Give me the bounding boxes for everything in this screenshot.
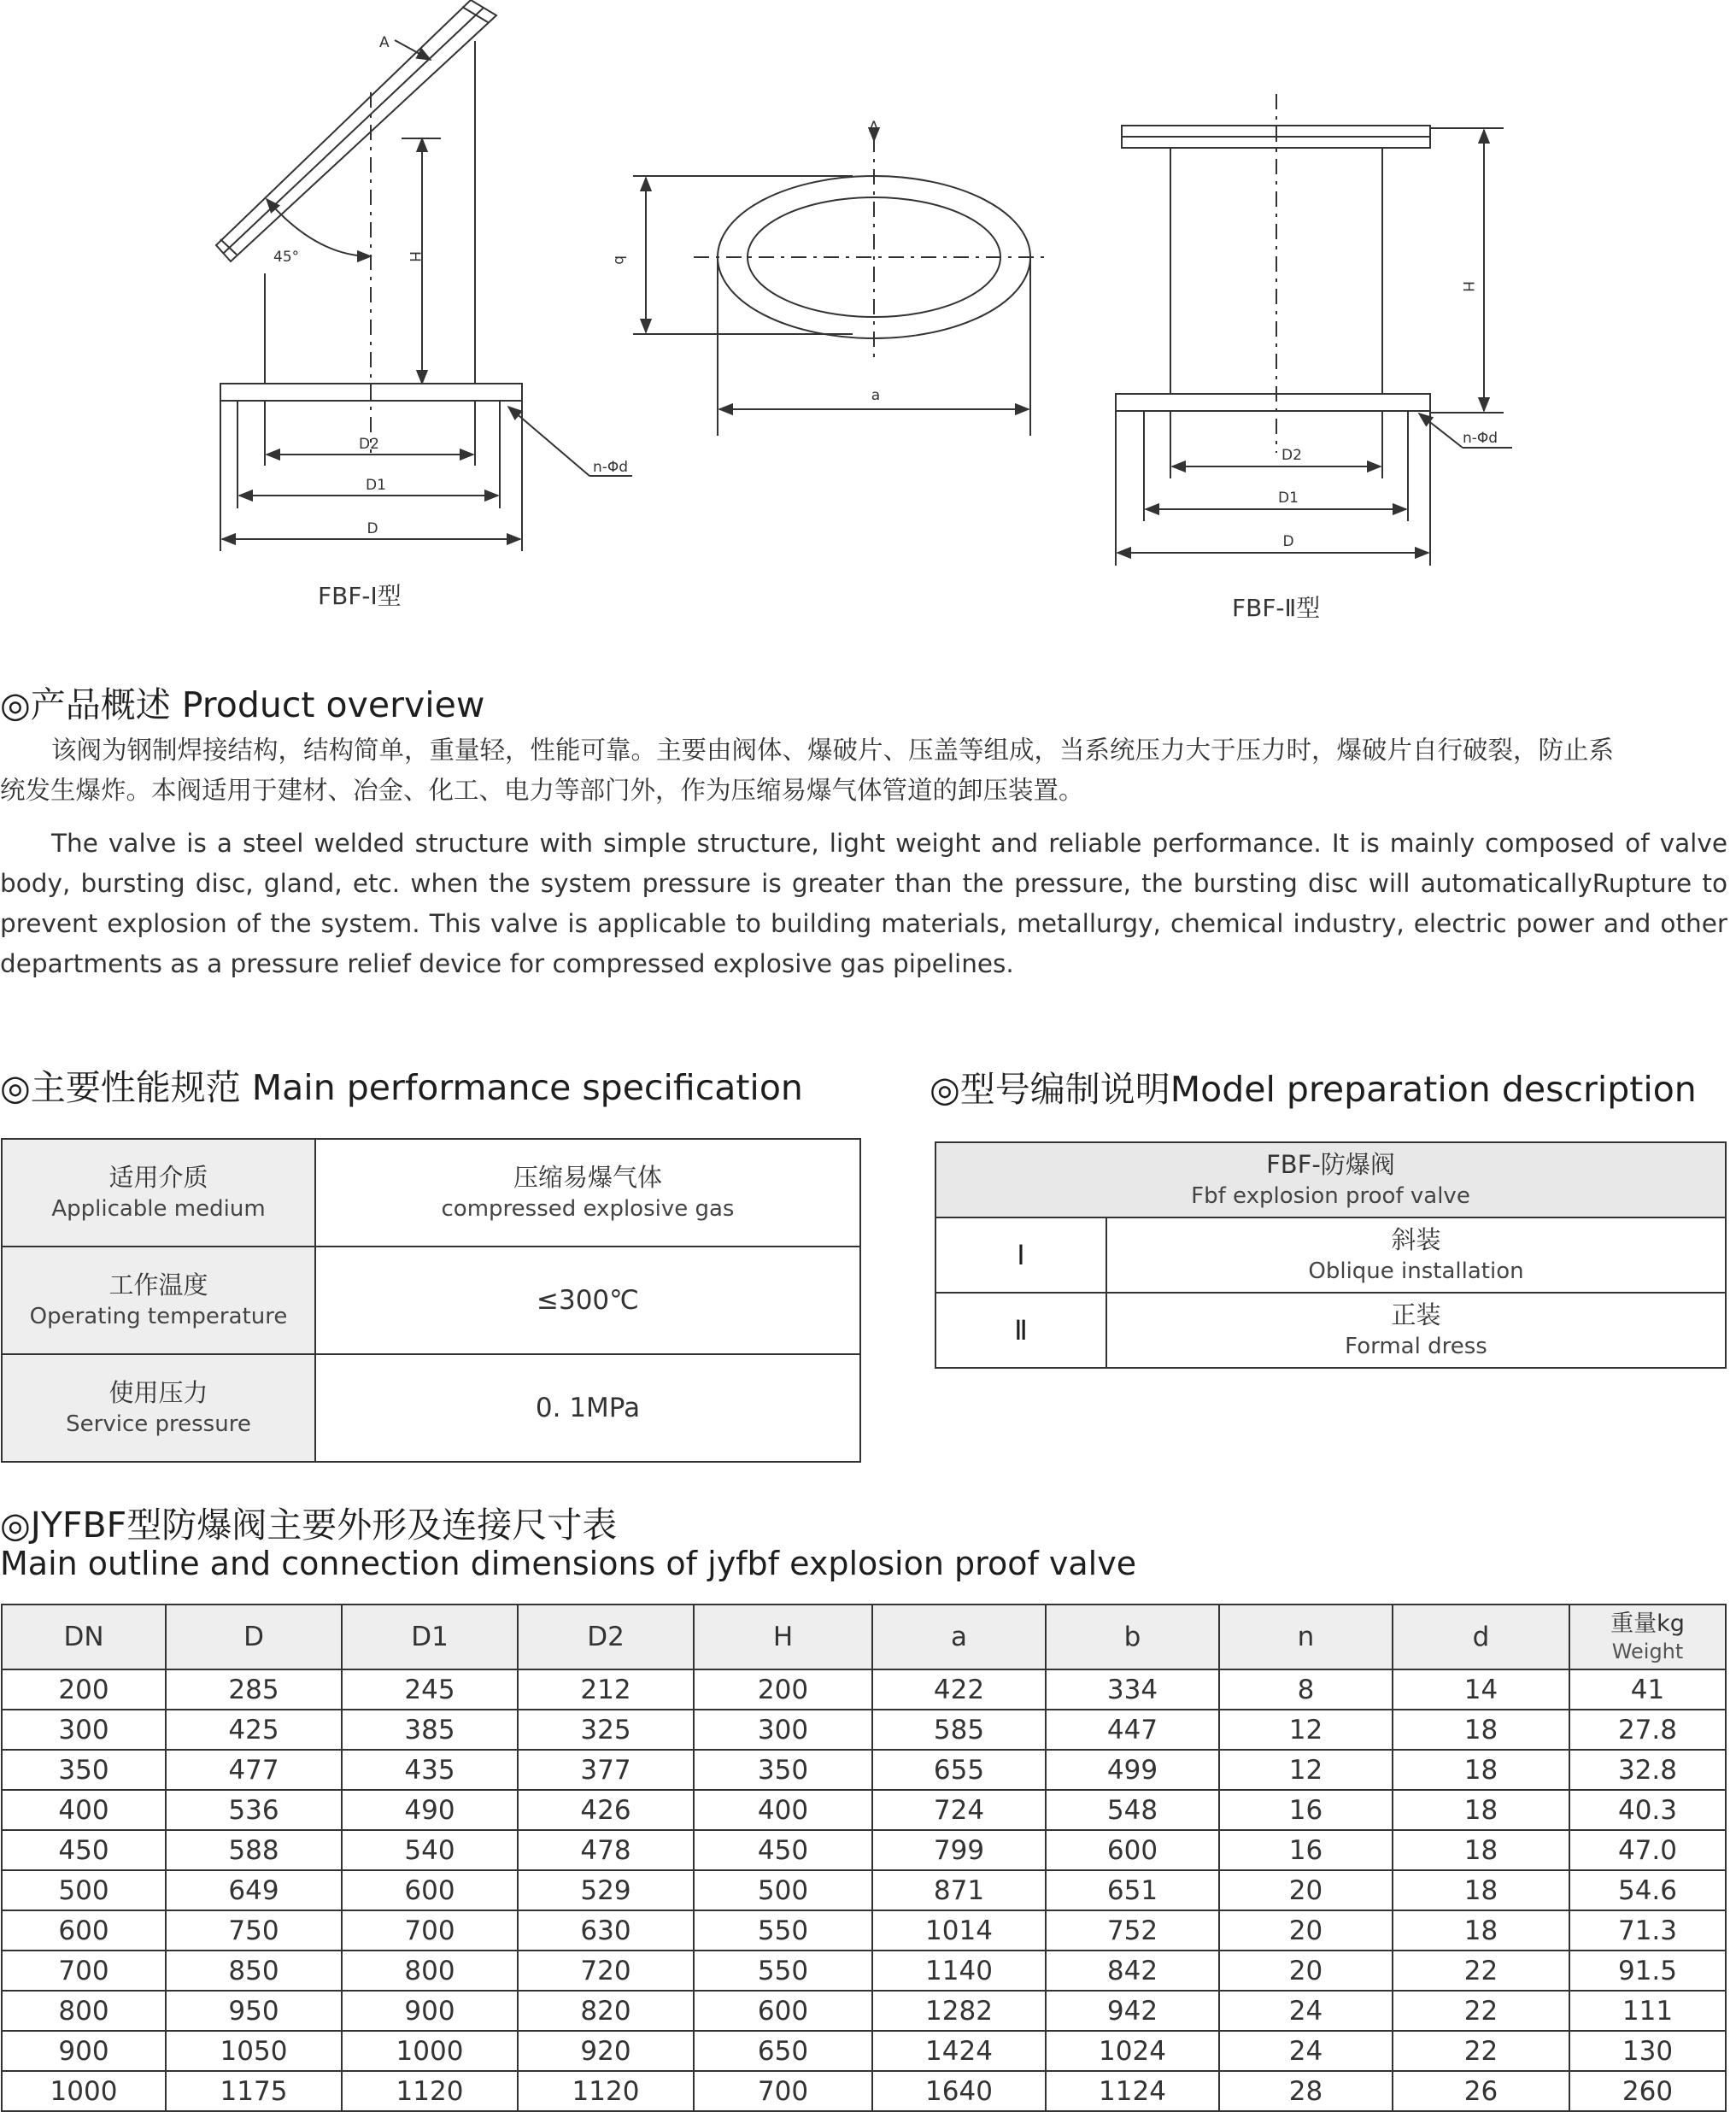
table-cell: 26 bbox=[1393, 2071, 1569, 2111]
table-cell: 350 bbox=[2, 1750, 166, 1790]
overview-cn-line2: 统发生爆炸。本阀适用于建材、冶金、化工、电力等部门外，作为压缩易爆气体管道的卸压装置。 bbox=[0, 776, 1084, 805]
table-cell: 245 bbox=[342, 1669, 518, 1710]
table-cell: 14 bbox=[1393, 1669, 1569, 1710]
table-cell: 22 bbox=[1393, 1951, 1569, 1991]
table-cell: 20 bbox=[1219, 1951, 1393, 1991]
spec-label-cell bbox=[2, 1354, 315, 1462]
table-cell: 400 bbox=[694, 1790, 872, 1830]
table-row bbox=[2, 2071, 1726, 2111]
table-cell: 28 bbox=[1219, 2071, 1393, 2111]
table-cell: 32.8 bbox=[1569, 1750, 1726, 1790]
table-cell: 377 bbox=[518, 1750, 694, 1790]
dimensions-header-row bbox=[2, 1605, 1726, 1669]
table-cell: 22 bbox=[1393, 2031, 1569, 2071]
table-cell: 490 bbox=[342, 1790, 518, 1830]
table-cell: 24 bbox=[1219, 2031, 1393, 2071]
model-desc-en: Formal dress bbox=[1345, 1334, 1487, 1359]
fbf1-label-d2: D2 bbox=[359, 436, 379, 453]
fbf1-label-a: A bbox=[379, 34, 390, 51]
table-cell: 942 bbox=[1046, 1991, 1219, 2031]
model-code: Ⅱ bbox=[935, 1293, 1106, 1368]
spec-value: 0. 1MPa bbox=[535, 1393, 641, 1423]
table-cell: 47.0 bbox=[1569, 1830, 1726, 1870]
table-cell: 71.3 bbox=[1569, 1910, 1726, 1951]
weight-header-cn: 重量kg bbox=[1610, 1610, 1685, 1637]
table-row bbox=[2, 1991, 1726, 2031]
spec-value-cell bbox=[315, 1354, 860, 1462]
dimensions-header-cell: d bbox=[1393, 1605, 1569, 1669]
table-cell: 600 bbox=[2, 1910, 166, 1951]
table-cell: 1640 bbox=[872, 2071, 1046, 2111]
table-cell: 1000 bbox=[342, 2031, 518, 2071]
table-cell: 529 bbox=[518, 1870, 694, 1910]
dimensions-header-cell: D2 bbox=[518, 1605, 694, 1669]
table-cell: 1120 bbox=[518, 2071, 694, 2111]
table-cell: 1050 bbox=[166, 2031, 342, 2071]
table-cell: 550 bbox=[694, 1910, 872, 1951]
fbf1-label-d: D bbox=[367, 520, 378, 537]
table-cell: 385 bbox=[342, 1710, 518, 1750]
table-cell: 600 bbox=[1046, 1830, 1219, 1870]
dimensions-table bbox=[1, 1604, 1727, 2112]
table-cell: 1120 bbox=[342, 2071, 518, 2111]
table-cell: 800 bbox=[2, 1991, 166, 2031]
table-cell: 752 bbox=[1046, 1910, 1219, 1951]
table-cell: 900 bbox=[2, 2031, 166, 2071]
table-cell: 536 bbox=[166, 1790, 342, 1830]
table-cell: 585 bbox=[872, 1710, 1046, 1750]
table-cell: 12 bbox=[1219, 1750, 1393, 1790]
spec-row bbox=[2, 1139, 860, 1247]
spec-label-cn: 使用压力 bbox=[108, 1378, 208, 1407]
fbf2-label-holes: n-Φd bbox=[1463, 430, 1498, 447]
dimensions-title-en: Main outline and connection dimensions of jyfbf explosion proof valve bbox=[0, 1545, 1137, 1582]
table-cell: 920 bbox=[518, 2031, 694, 2071]
model-desc-cn: 正装 bbox=[1391, 1300, 1441, 1329]
table-cell: 260 bbox=[1569, 2071, 1726, 2111]
table-cell: 27.8 bbox=[1569, 1710, 1726, 1750]
fbf2-label-h: H bbox=[1459, 281, 1476, 292]
table-cell: 1124 bbox=[1046, 2071, 1219, 2111]
table-cell: 477 bbox=[166, 1750, 342, 1790]
table-cell: 16 bbox=[1219, 1790, 1393, 1830]
model-header-cn: FBF-防爆阀 bbox=[1266, 1150, 1395, 1179]
weight-header-en: Weight bbox=[1611, 1640, 1684, 1663]
table-row bbox=[2, 1669, 1726, 1710]
fbf2-drawing bbox=[1116, 94, 1512, 566]
spec-value-en: compressed explosive gas bbox=[441, 1196, 735, 1222]
table-cell: 1000 bbox=[2, 2071, 166, 2111]
model-row bbox=[935, 1293, 1726, 1368]
table-cell: 212 bbox=[518, 1669, 694, 1710]
table-cell: 871 bbox=[872, 1870, 1046, 1910]
table-cell: 200 bbox=[694, 1669, 872, 1710]
table-cell: 500 bbox=[694, 1870, 872, 1910]
table-cell: 12 bbox=[1219, 1710, 1393, 1750]
table-cell: 18 bbox=[1393, 1750, 1569, 1790]
fbf1-label-angle: 45° bbox=[273, 249, 300, 266]
spec-label-cell bbox=[2, 1247, 315, 1354]
fbf2-label-d2: D2 bbox=[1281, 447, 1302, 464]
table-cell: 600 bbox=[342, 1870, 518, 1910]
table-cell: 950 bbox=[166, 1991, 342, 2031]
table-cell: 20 bbox=[1219, 1910, 1393, 1951]
model-desc-en: Oblique installation bbox=[1308, 1258, 1524, 1284]
table-cell: 111 bbox=[1569, 1991, 1726, 2031]
table-cell: 1140 bbox=[872, 1951, 1046, 1991]
table-cell: 16 bbox=[1219, 1830, 1393, 1870]
table-cell: 18 bbox=[1393, 1830, 1569, 1870]
table-cell: 200 bbox=[2, 1669, 166, 1710]
model-desc-cell bbox=[1106, 1217, 1726, 1293]
table-cell: 426 bbox=[518, 1790, 694, 1830]
fbf2-caption: FBF-Ⅱ型 bbox=[1232, 594, 1321, 622]
table-cell: 850 bbox=[166, 1951, 342, 1991]
table-cell: 18 bbox=[1393, 1910, 1569, 1951]
table-cell: 425 bbox=[166, 1710, 342, 1750]
table-cell: 478 bbox=[518, 1830, 694, 1870]
oval-label-a-top: A bbox=[869, 119, 879, 136]
spec-label-cn: 工作温度 bbox=[108, 1270, 208, 1299]
fbf1-label-d1: D1 bbox=[366, 477, 386, 494]
spec-row bbox=[2, 1247, 860, 1354]
fbf1-label-holes: n-Φd bbox=[593, 459, 629, 476]
table-cell: 499 bbox=[1046, 1750, 1219, 1790]
table-cell: 40.3 bbox=[1569, 1790, 1726, 1830]
table-row bbox=[2, 1750, 1726, 1790]
table-cell: 799 bbox=[872, 1830, 1046, 1870]
table-cell: 285 bbox=[166, 1669, 342, 1710]
table-cell: 447 bbox=[1046, 1710, 1219, 1750]
table-cell: 600 bbox=[694, 1991, 872, 2031]
dimensions-header-cell: H bbox=[694, 1605, 872, 1669]
table-cell: 655 bbox=[872, 1750, 1046, 1790]
model-table bbox=[935, 1141, 1727, 1369]
dimensions-header-cell: a bbox=[872, 1605, 1046, 1669]
table-cell: 91.5 bbox=[1569, 1951, 1726, 1991]
table-cell: 24 bbox=[1219, 1991, 1393, 2031]
table-cell: 900 bbox=[342, 1991, 518, 2031]
overview-title: ◎产品概述 Product overview bbox=[0, 684, 485, 725]
overview-en-body: The valve is a steel welded structure with simple structure, light weight and reliable performance. It is mainly composed of valve body, bursting disc, gland, etc. when the system pressure is greater than the pressure, the bursting disc will automaticallyRupture to prevent explosion of the system. This valve is applicable to building materials, metallurgy, chemical industry, electric power and other departments as a pressure relief device for compressed explosive gas pipelines. bbox=[0, 829, 1727, 978]
oval-drawing bbox=[633, 128, 1051, 436]
dimensions-title-cn: ◎JYFBF型防爆阀主要外形及连接尺寸表 bbox=[0, 1505, 618, 1546]
table-cell: 130 bbox=[1569, 2031, 1726, 2071]
table-cell: 750 bbox=[166, 1910, 342, 1951]
dimensions-body bbox=[2, 1669, 1726, 2111]
table-cell: 1175 bbox=[166, 2071, 342, 2111]
spec-value-cell bbox=[315, 1247, 860, 1354]
oval-label-a: a bbox=[871, 387, 881, 404]
table-cell: 724 bbox=[872, 1790, 1046, 1830]
table-cell: 842 bbox=[1046, 1951, 1219, 1991]
table-cell: 22 bbox=[1393, 1991, 1569, 2031]
table-cell: 450 bbox=[2, 1830, 166, 1870]
model-desc-cell bbox=[1106, 1293, 1726, 1368]
spec-label-en: Operating temperature bbox=[29, 1304, 288, 1329]
spec-label-en: Service pressure bbox=[66, 1411, 251, 1437]
model-header-en: Fbf explosion proof valve bbox=[1191, 1183, 1470, 1209]
spec-table bbox=[1, 1138, 861, 1463]
table-cell: 1424 bbox=[872, 2031, 1046, 2071]
table-cell: 700 bbox=[2, 1951, 166, 1991]
fbf2-label-d1: D1 bbox=[1278, 490, 1299, 507]
table-cell: 540 bbox=[342, 1830, 518, 1870]
table-cell: 700 bbox=[694, 2071, 872, 2111]
table-cell: 54.6 bbox=[1569, 1870, 1726, 1910]
model-title: ◎型号编制说明Model preparation description bbox=[930, 1069, 1697, 1110]
table-cell: 720 bbox=[518, 1951, 694, 1991]
oval-label-b: b bbox=[611, 255, 628, 265]
spec-label-cell bbox=[2, 1139, 315, 1247]
table-cell: 548 bbox=[1046, 1790, 1219, 1830]
table-cell: 41 bbox=[1569, 1669, 1726, 1710]
model-header-row bbox=[935, 1142, 1726, 1217]
table-cell: 422 bbox=[872, 1669, 1046, 1710]
model-row bbox=[935, 1217, 1726, 1293]
table-row bbox=[2, 1951, 1726, 1991]
table-cell: 18 bbox=[1393, 1710, 1569, 1750]
table-cell: 649 bbox=[166, 1870, 342, 1910]
spec-value-cn: 压缩易爆气体 bbox=[513, 1163, 662, 1192]
table-cell: 800 bbox=[342, 1951, 518, 1991]
table-cell: 325 bbox=[518, 1710, 694, 1750]
overview-cn-line1: 该阀为钢制焊接结构，结构简单，重量轻，性能可靠。主要由阀体、爆破片、压盖等组成，当系统压力大于压力时，爆破片自行破裂，防止系 bbox=[51, 736, 1615, 765]
spec-row bbox=[2, 1354, 860, 1462]
table-cell: 18 bbox=[1393, 1870, 1569, 1910]
table-cell: 350 bbox=[694, 1750, 872, 1790]
spec-value-cell bbox=[315, 1139, 860, 1247]
table-cell: 450 bbox=[694, 1830, 872, 1870]
table-cell: 650 bbox=[694, 2031, 872, 2071]
table-cell: 1014 bbox=[872, 1910, 1046, 1951]
table-row bbox=[2, 2031, 1726, 2071]
table-cell: 8 bbox=[1219, 1669, 1393, 1710]
fbf1-caption: FBF-Ⅰ型 bbox=[318, 582, 402, 610]
table-cell: 630 bbox=[518, 1910, 694, 1951]
fbf1-drawing bbox=[216, 0, 632, 551]
table-cell: 334 bbox=[1046, 1669, 1219, 1710]
table-row bbox=[2, 1910, 1726, 1951]
spec-label-en: Applicable medium bbox=[51, 1196, 266, 1222]
fbf2-label-d: D bbox=[1282, 533, 1294, 550]
table-cell: 300 bbox=[2, 1710, 166, 1750]
overview-en-text bbox=[0, 824, 1727, 984]
spec-label-cn: 适用介质 bbox=[108, 1163, 208, 1192]
table-cell: 1282 bbox=[872, 1991, 1046, 2031]
dimensions-header-cell: DN bbox=[2, 1605, 166, 1669]
overview-cn-text bbox=[0, 730, 1727, 811]
table-row bbox=[2, 1830, 1726, 1870]
table-cell: 435 bbox=[342, 1750, 518, 1790]
dimensions-header-cell: n bbox=[1219, 1605, 1393, 1669]
table-cell: 550 bbox=[694, 1951, 872, 1991]
table-cell: 1024 bbox=[1046, 2031, 1219, 2071]
spec-value: ≤300℃ bbox=[537, 1285, 639, 1316]
dimensions-header-cell: b bbox=[1046, 1605, 1219, 1669]
table-cell: 300 bbox=[694, 1710, 872, 1750]
table-cell: 651 bbox=[1046, 1870, 1219, 1910]
table-cell: 18 bbox=[1393, 1790, 1569, 1830]
table-cell: 20 bbox=[1219, 1870, 1393, 1910]
dimensions-weight-header bbox=[1569, 1605, 1726, 1669]
table-cell: 588 bbox=[166, 1830, 342, 1870]
fbf1-label-h: H bbox=[406, 251, 423, 262]
model-header-cell bbox=[935, 1142, 1726, 1217]
technical-drawings bbox=[0, 0, 1736, 632]
spec-title: ◎主要性能规范 Main performance specification bbox=[0, 1067, 803, 1108]
table-cell: 500 bbox=[2, 1870, 166, 1910]
dimensions-header-cell: D1 bbox=[342, 1605, 518, 1669]
dimensions-header-cell: D bbox=[166, 1605, 342, 1669]
table-cell: 820 bbox=[518, 1991, 694, 2031]
table-row bbox=[2, 1710, 1726, 1750]
model-desc-cn: 斜装 bbox=[1391, 1225, 1441, 1254]
table-cell: 700 bbox=[342, 1910, 518, 1951]
table-row bbox=[2, 1790, 1726, 1830]
table-row bbox=[2, 1870, 1726, 1910]
table-cell: 400 bbox=[2, 1790, 166, 1830]
model-code: Ⅰ bbox=[935, 1217, 1106, 1293]
